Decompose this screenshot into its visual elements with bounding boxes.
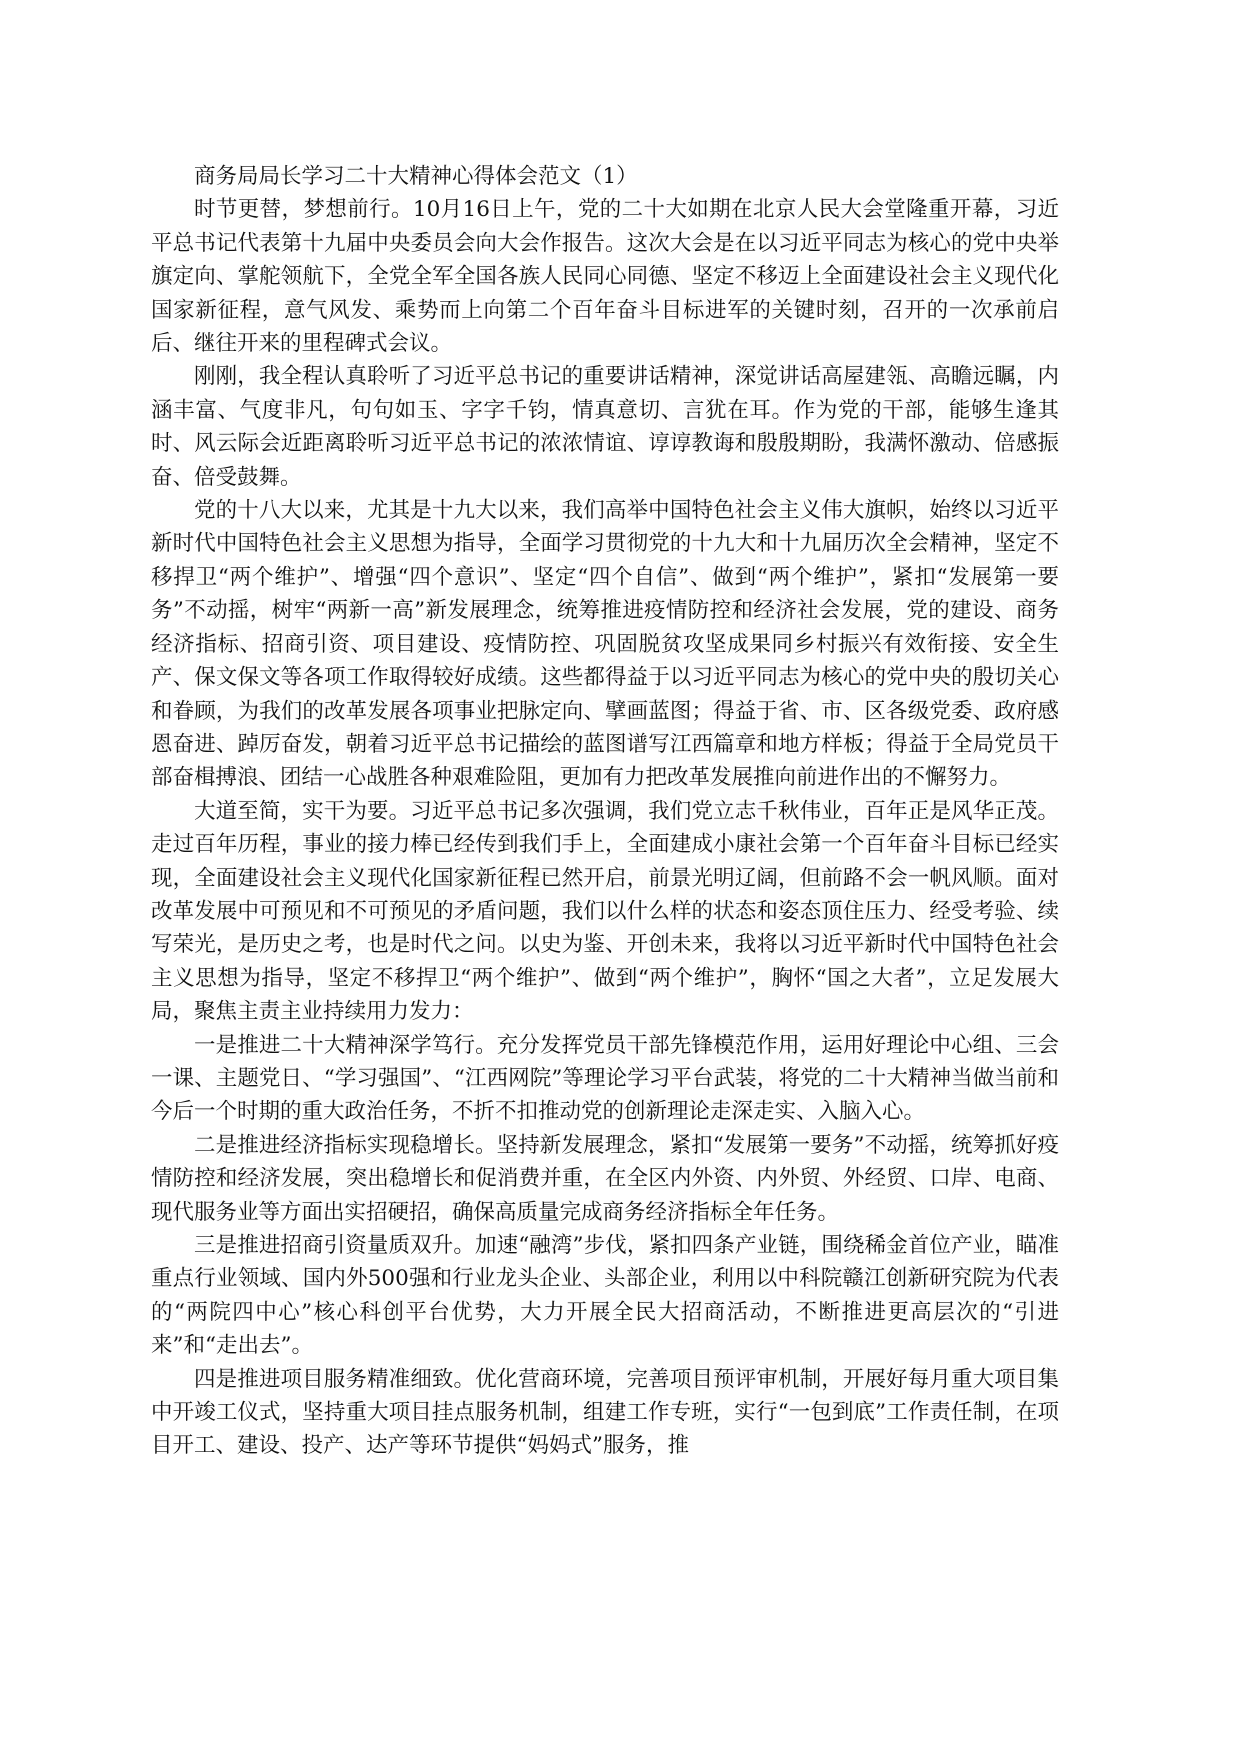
paragraph-3: 党的十八大以来，尤其是十九大以来，我们高举中国特色社会主义伟大旗帜，始终以习近平新时代中国特色社会主义思想为指导，全面学习贯彻党的十九大和十九届历次全会精神，坚定不移捍卫“两个维护”、增强“四个意识”、坚定“四个自信”、做到“两个维护”，紧扣“发展第一要务”不动摇，树牢“两新一高”新发展理念，统筹推进疫情防控和经济社会发展，党的建设、商务经济指标、招商引资、项目建设、疫情防控、巩固脱贫攻坚成果同乡村振兴有效衔接、安全生产、保文保文等各项工作取得较好成绩。这些都得益于以习近平同志为核心的党中央的殷切关心和眷顾，为我们的改革发展各项事业把脉定向、擘画蓝图；得益于省、市、区各级党委、政府感恩奋进、踔厉奋发，朝着习近平总书记描绘的蓝图谱写江西篇章和地方样板；得益于全局党员干部奋楫搏浪、团结一心战胜各种艰难险阻，更加有力把改革发展推向前进作出的不懈努力。: [151, 498, 1059, 791]
paragraph-6: 二是推进经济指标实现稳增长。坚持新发展理念，紧扣“发展第一要务”不动摇，统筹抓好疫情防控和经济发展，突出稳增长和促消费并重，在全区内外资、内外贸、外经贸、口岸、电商、现代服务业等方面出实招硬招，确保高质量完成商务经济指标全年任务。: [151, 1132, 1059, 1225]
paragraph-1: 时节更替，梦想前行。10月16日上午，党的二十大如期在北京人民大会堂隆重开幕，习近平总书记代表第十九届中央委员会向大会作报告。这次大会是在以习近平同志为核心的党中央举旗定向、掌舵领航下，全党全军全国各族人民同心同德、坚定不移迈上全面建设社会主义现代化国家新征程，意气风发、乘势而上向第二个百年奋斗目标进军的关键时刻，召开的一次承前启后、继往开来的里程碑式会议。: [151, 197, 1059, 357]
paragraph-5: 一是推进二十大精神深学笃行。充分发挥党员干部先锋模范作用，运用好理论中心组、三会一课、主题党日、“学习强国”、“江西网院”等理论学习平台武装，将党的二十大精神当做当前和今后一个时期的重大政治任务，不折不扣推动党的创新理论走深走实、入脑入心。: [151, 1032, 1059, 1125]
document-title: 商务局局长学习二十大精神心得体会范文（1）: [194, 164, 638, 189]
paragraph-2: 刚刚，我全程认真聆听了习近平总书记的重要讲话精神，深觉讲话高屋建瓴、高瞻远瞩，内涵丰富、气度非凡，句句如玉、字字千钧，情真意切、言犹在耳。作为党的干部，能够生逢其时、风云际会近距离聆听习近平总书记的浓浓情谊、谆谆教诲和殷殷期盼，我满怀激动、倍感振奋、倍受鼓舞。: [151, 364, 1059, 490]
paragraph-4: 大道至简，实干为要。习近平总书记多次强调，我们党立志千秋伟业，百年正是风华正茂。走过百年历程，事业的接力棒已经传到我们手上，全面建成小康社会第一个百年奋斗目标已经实现，全面建设社会主义现代化国家新征程已然开启，前景光明辽阔，但前路不会一帆风顺。面对改革发展中可预见和不可预见的矛盾问题，我们以什么样的状态和姿态顶住压力、经受考验、续写荣光，是历史之考，也是时代之问。以史为鉴、开创未来，我将以习近平新时代中国特色社会主义思想为指导，坚定不移捍卫“两个维护”、做到“两个维护”，胸怀“国之大者”，立足发展大局，聚焦主责主业持续用力发力：: [151, 798, 1059, 1025]
paragraph-7: 三是推进招商引资量质双升。加速“融湾”步伐，紧扣四条产业链，围绕稀金首位产业，瞄准重点行业领域、国内外500强和行业龙头企业、头部企业，利用以中科院赣江创新研究院为代表的“两院四中心”核心科创平台优势，大力开展全民大招商活动，不断推进更高层次的“引进来”和“走出去”。: [151, 1233, 1059, 1359]
paragraph-8: 四是推进项目服务精准细致。优化营商环境，完善项目预评审机制，开展好每月重大项目集中开竣工仪式，坚持重大项目挂点服务机制，组建工作专班，实行“一包到底”工作责任制，在项目开工、建设、投产、达产等环节提供“妈妈式”服务，推: [151, 1366, 1059, 1459]
document-page: [151, 160, 1059, 1463]
